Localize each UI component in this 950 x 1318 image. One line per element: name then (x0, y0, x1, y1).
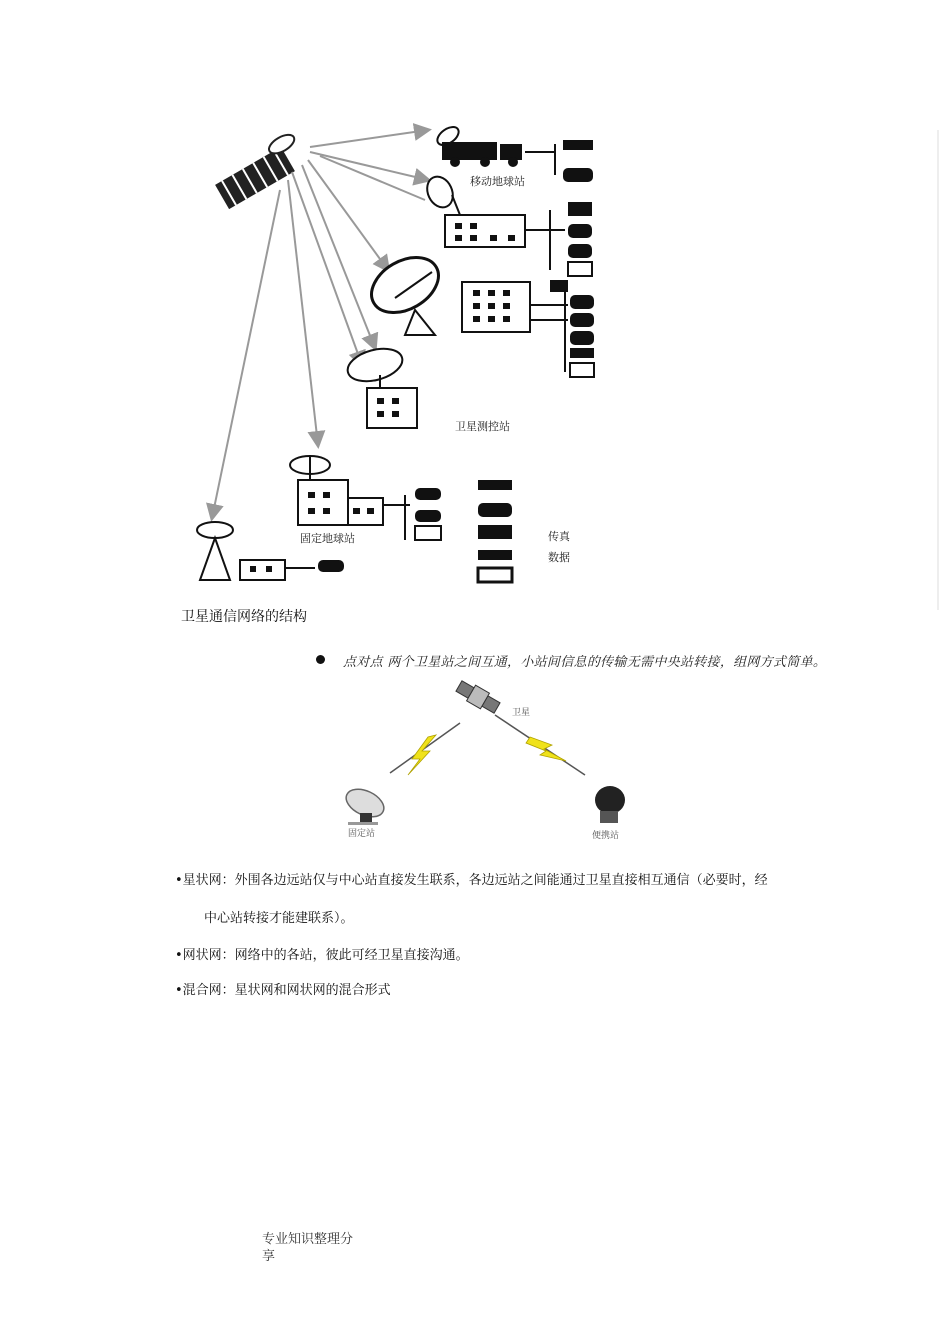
footer-text: 专业知识整理分享 (262, 1232, 354, 1264)
fixed-dish-icon (342, 784, 388, 825)
mobile-station-label: 移动地球站 (470, 175, 525, 188)
star-network-paragraph: •星状网：外围各边远站仅与中心站直接发生联系，各边远站之间能通过卫星直接相互通信（必要时，经 (175, 873, 768, 888)
legend-fax-label: 传真 (548, 530, 570, 543)
figure-caption: 卫星通信网络的结构 (181, 609, 307, 625)
satellite-icon (211, 131, 309, 209)
satellite-icon (454, 678, 501, 716)
lightning-bolt-icon (390, 723, 460, 775)
fixed-station-label: 固定站 (348, 829, 376, 839)
star-network-paragraph-cont: 中心站转接才能建联系）。 (204, 911, 354, 926)
mesh-network-paragraph: •网状网：网络中的各站，彼此可经卫星直接沟通。 (175, 948, 469, 963)
legend-icons (478, 480, 512, 582)
fixed-station-building-icon (290, 455, 441, 540)
portable-dish-icon (595, 786, 625, 823)
satellite-label: 卫星 (512, 708, 531, 718)
legend-data-label: 数据 (548, 551, 570, 564)
satellite-label (198, 136, 202, 149)
control-station-label: 卫星测控站 (455, 420, 510, 433)
page-edge-shadow (937, 130, 939, 610)
lightning-bolt-icon (495, 715, 585, 775)
point-to-point-description: 点对点 两个卫星站之间互通，小站间信息的传输无需中央站转接，组网方式简单。 (343, 655, 827, 670)
fixed-station-label: 固定地球站 (300, 532, 355, 545)
bullet-dot (316, 655, 325, 664)
portable-station-label: 便携站 (592, 831, 620, 841)
hybrid-network-paragraph: •混合网：星状网和网状网的混合形式 (175, 983, 391, 998)
control-station-building-icon (344, 343, 417, 428)
point-to-point-diagram (330, 675, 650, 845)
